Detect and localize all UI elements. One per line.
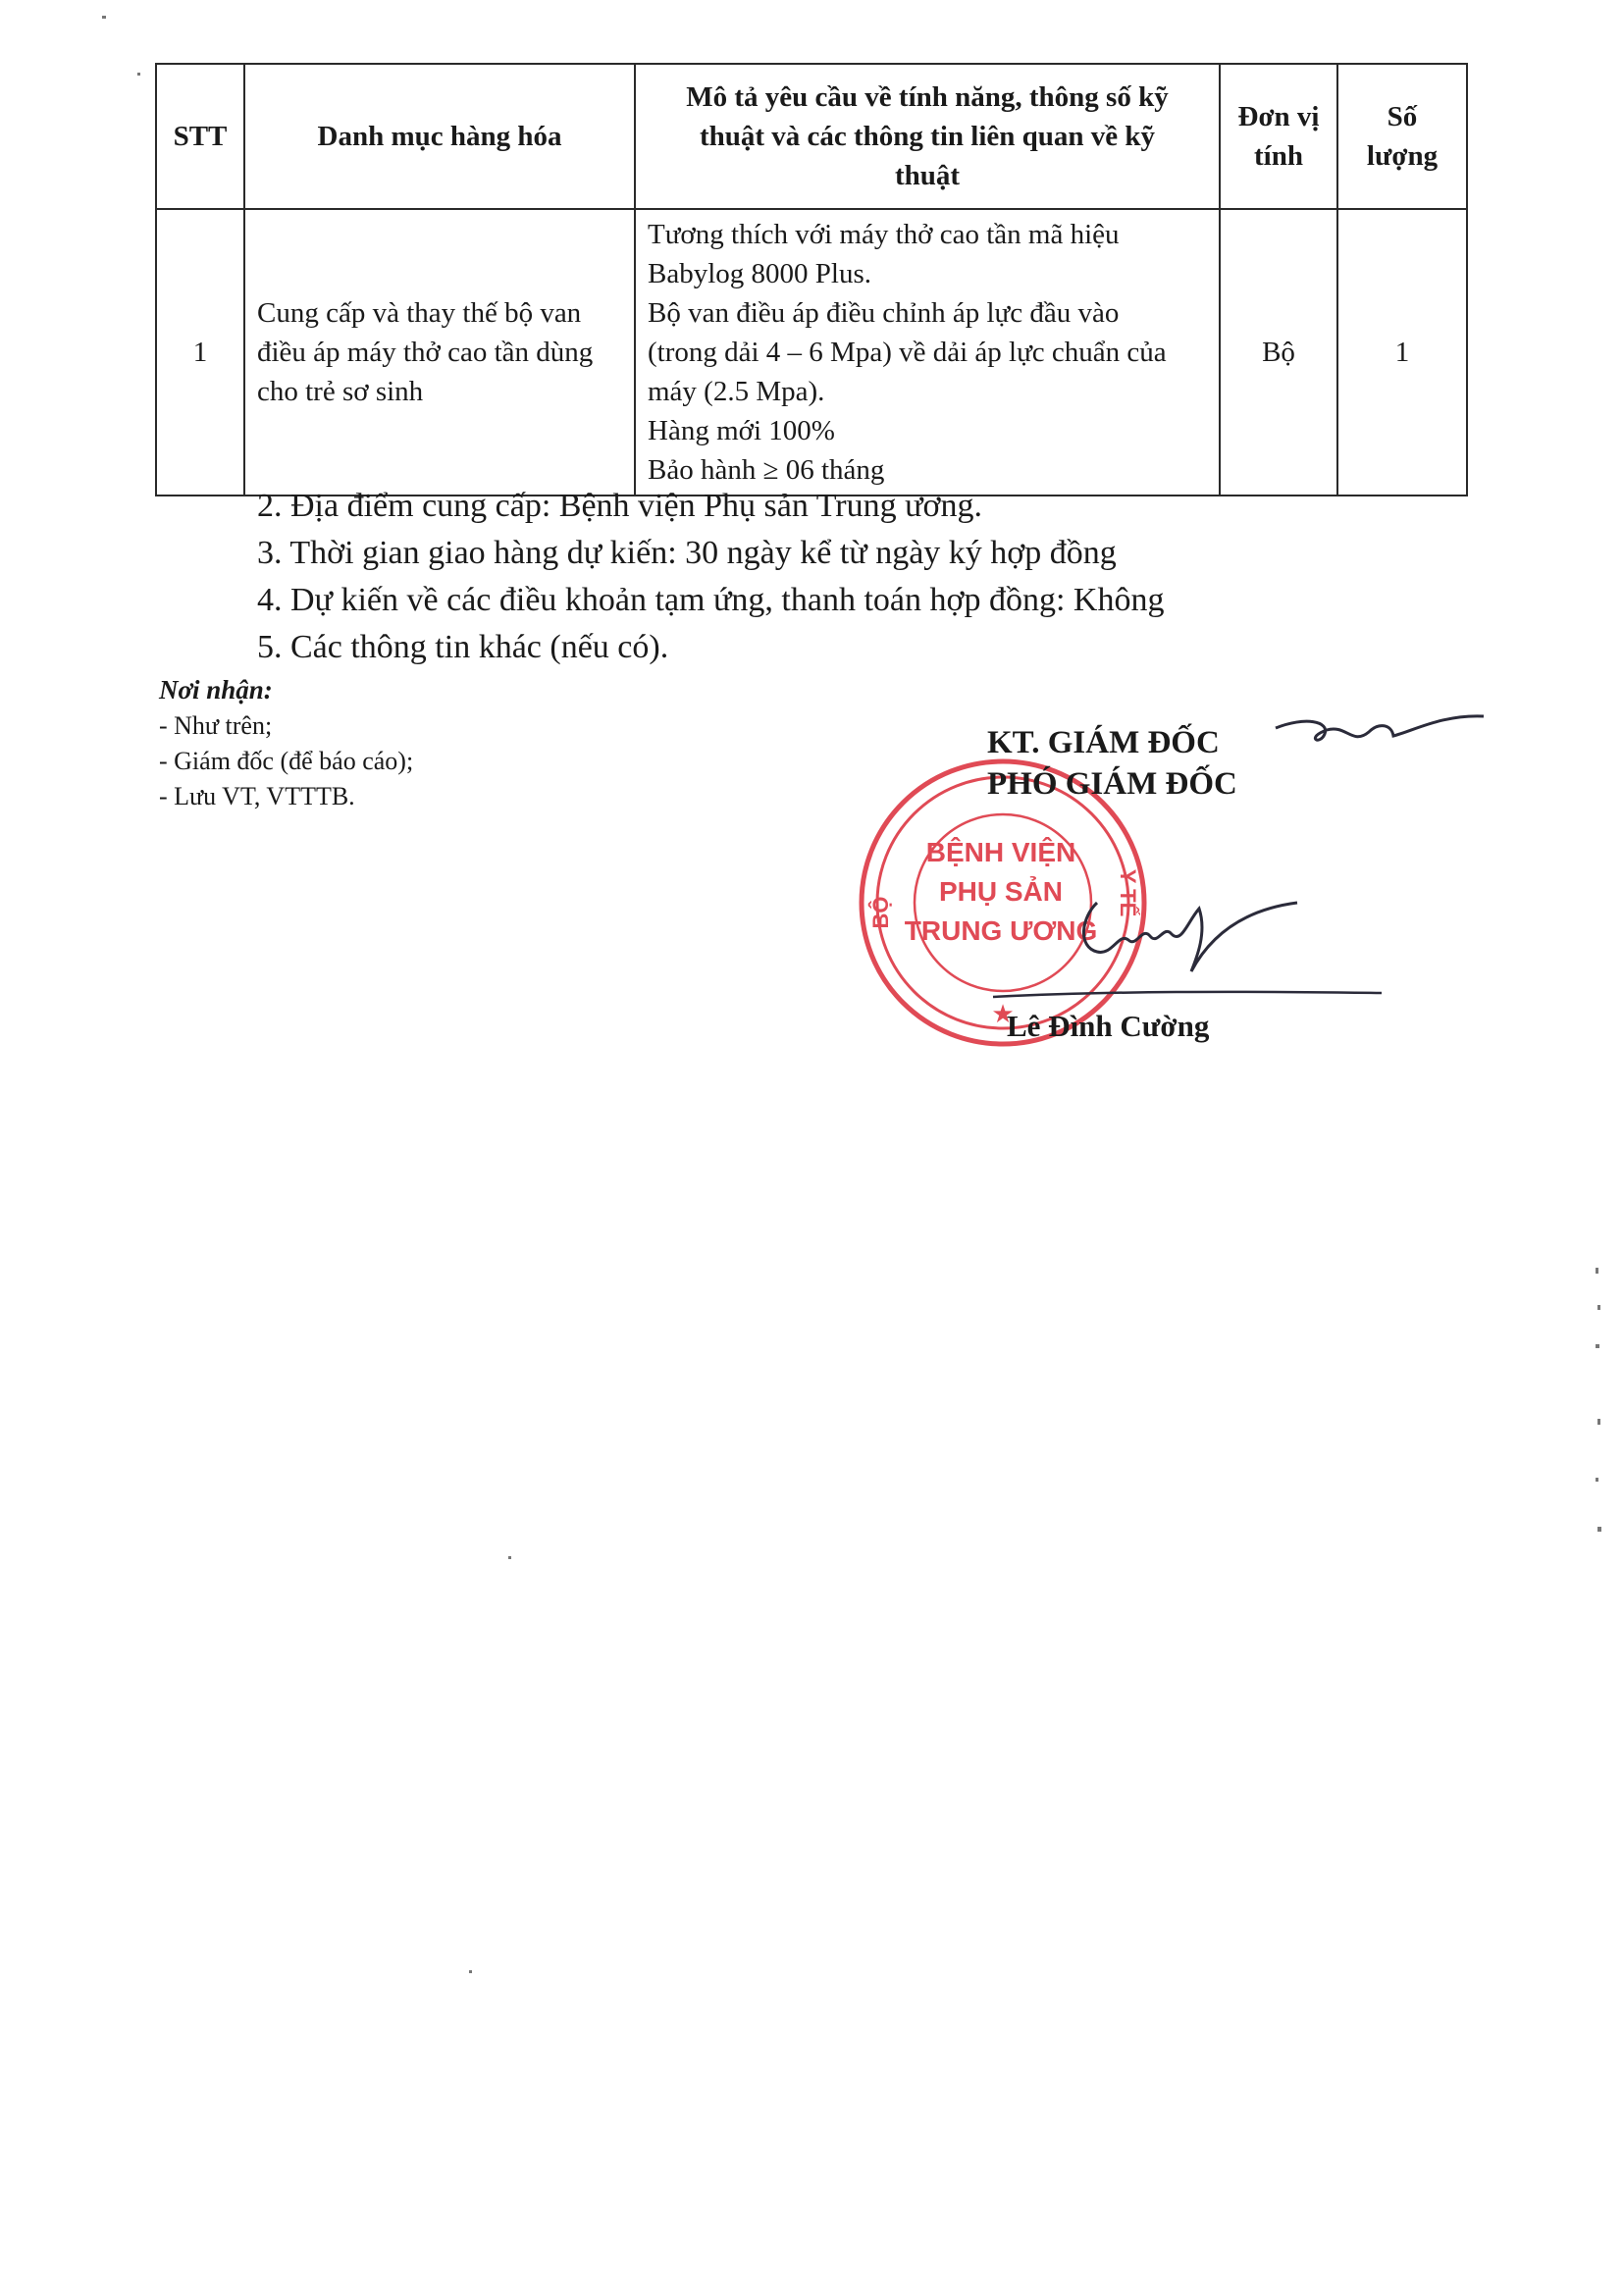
header-quantity [1337,64,1467,209]
cell-unit: Bộ [1220,209,1337,496]
header-stt: STT [156,64,244,209]
header-quantity-line: Số [1387,101,1418,132]
header-unit [1220,64,1337,209]
role-line-deputy-director: PHÓ GIÁM ĐỐC [987,766,1237,802]
header-description-line: Mô tả yêu cầu về tính năng, thông số kỹ [686,81,1169,113]
header-quantity-line: lượng [1366,140,1439,172]
description-line: Hàng mới 100% [648,415,835,446]
cell-goods-name: Cung cấp và thay thế bộ van điều áp máy thở cao tần dùng cho trẻ sơ sinh [244,209,635,496]
signature-underline [993,992,1382,997]
numbered-items [257,483,1164,671]
item-delivery-location: 2. Địa điểm cung cấp: Bệnh viện Phụ sản Trung ương. [257,488,983,524]
recipients-block [159,671,413,814]
stamp-text-line: PHỤ SẢN [938,876,1064,907]
role-line-director: KT. GIÁM ĐỐC [987,725,1220,760]
description-line: máy (2.5 Mpa). [648,376,825,407]
stamp-text-line: BỆNH VIỆN [925,837,1076,867]
header-goods-name: Danh mục hàng hóa [244,64,635,209]
specification-table [155,63,1468,496]
description-line: Tương thích với máy thở cao tần mã hiệu [648,219,1120,250]
recipients-title: Nơi nhận: [159,675,273,704]
description-line: Bộ van điều áp điều chỉnh áp lực đầu vào [648,297,1120,329]
header-unit-line: Đơn vị [1237,101,1320,132]
signer-name: Lê Đình Cường [1007,1009,1210,1043]
recipient-line: - Như trên; [159,711,273,740]
cell-quantity: 1 [1337,209,1467,496]
recipient-line: - Giám đốc (để báo cáo); [159,747,414,775]
table-header-row [156,64,1467,209]
stamp-text-line: TRUNG ƯƠNG [904,915,1098,946]
stamp-ring-text-left: BỘ [868,896,893,929]
initial-scribble [1276,716,1484,740]
signature-role-block [987,722,1237,805]
cell-description [635,209,1220,496]
header-description-line: thuật và các thông tin liên quan về kỹ [699,121,1156,152]
signature-scribble [1083,903,1297,971]
recipient-line: - Lưu VT, VTTTB. [159,782,355,810]
item-other-info: 5. Các thông tin khác (nếu có). [257,629,669,665]
item-delivery-time: 3. Thời gian giao hàng dự kiến: 30 ngày kể từ ngày ký hợp đồng [257,535,1117,571]
table-row [156,209,1467,496]
description-line: Bảo hành ≥ 06 tháng [648,454,885,486]
description-line: (trong dải 4 – 6 Mpa) về dải áp lực chuẩn của [648,337,1167,368]
description-line: Babylog 8000 Plus. [648,258,871,289]
header-description-line: thuật [894,160,961,191]
stamp-star-icon: ★ [991,999,1015,1028]
stamp-ring-text-right: Y TẾ [1116,868,1140,917]
cell-stt: 1 [156,209,244,496]
header-description [635,64,1220,209]
item-payment-terms: 4. Dự kiến về các điều khoản tạm ứng, thanh toán hợp đồng: Không [257,582,1165,618]
header-unit-line: tính [1254,140,1303,172]
